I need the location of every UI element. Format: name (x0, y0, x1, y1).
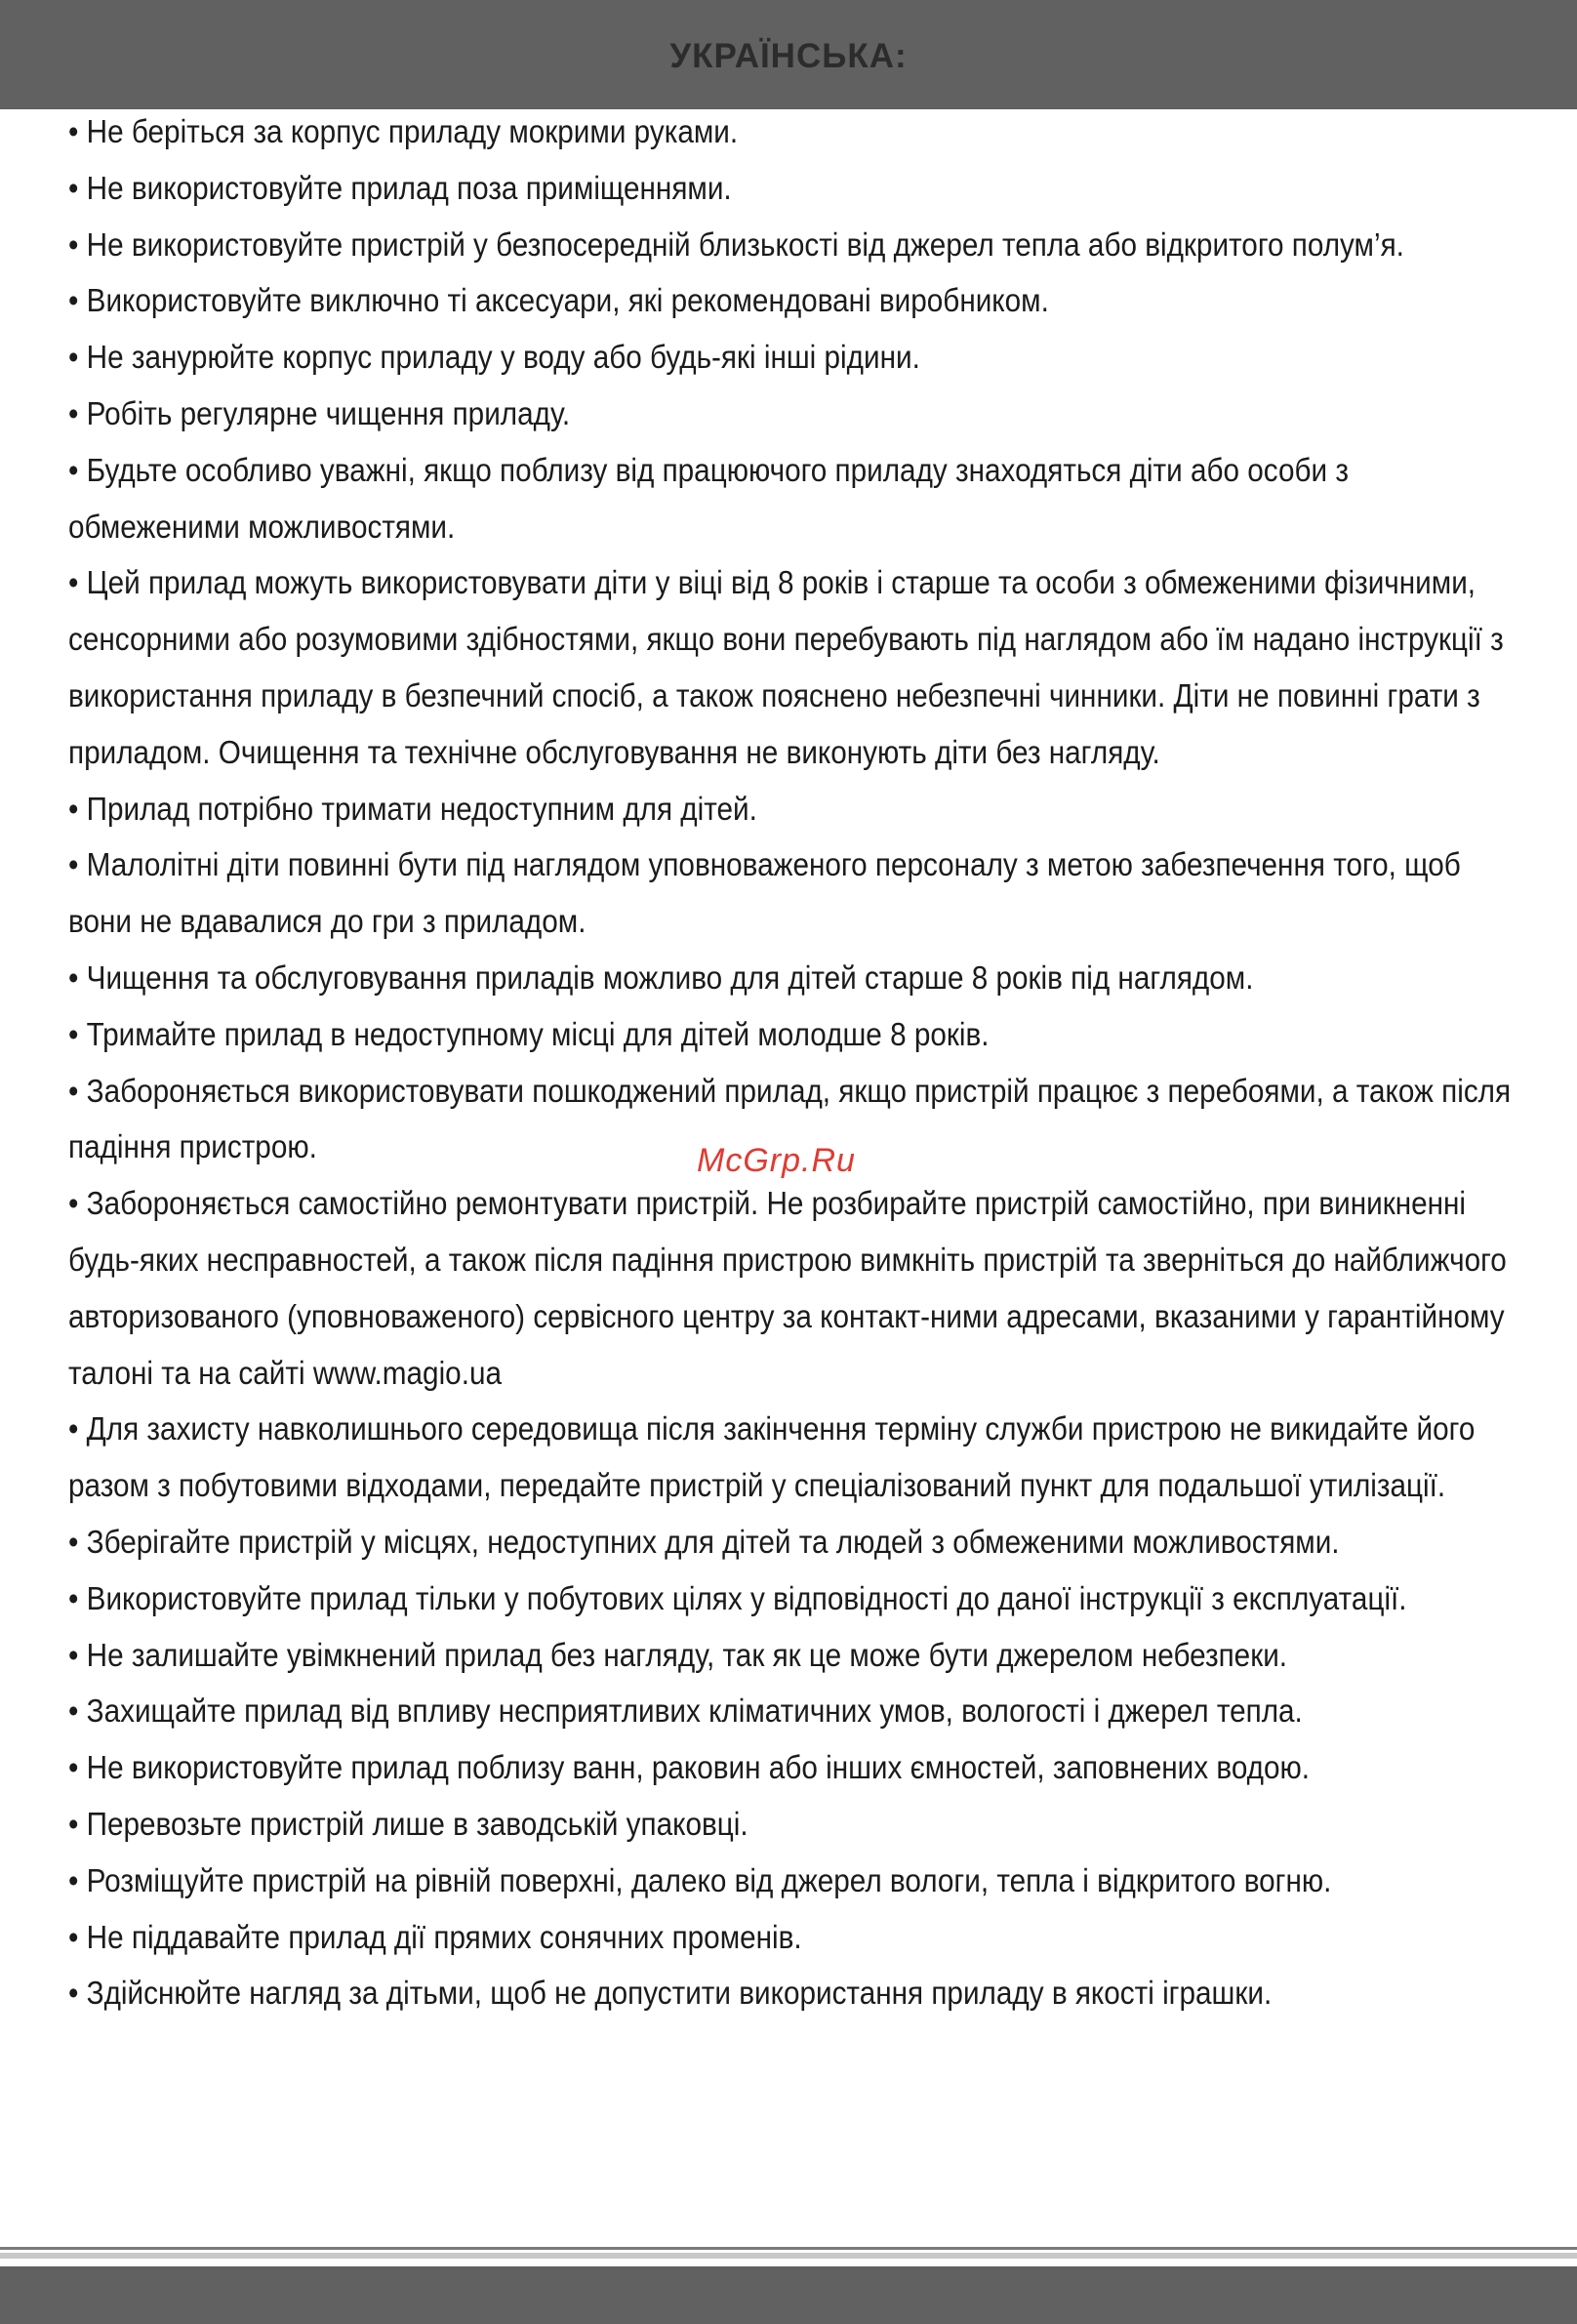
list-item: • Забороняється самостійно ремонтувати пристрій. Не розбирайте пристрій самостійно, при виникненні будь-яких несправностей, а також після падіння пристрою вимкніть пристрій та зверніться до найближчого авторизованого (уповноваженого) сервісного центру за контакт-ними адресами, вказаними у гарантійному талоні та на сайті www.magio.ua (68, 1185, 1507, 1391)
list-item: • Розміщуйте пристрій на рівній поверхні, далеко від джерел вологи, тепла і відкритого вогню. (68, 1861, 1332, 1898)
list-item: • Малолітні діти повинні бути під наглядом уповноваженого персоналу з метою забезпечення того, щоб вони не вдавалися до гри з приладом. (68, 846, 1461, 940)
footer-bar (0, 2266, 1577, 2324)
list-item: • Не використовуйте пристрій у безпосередній близькості від джерел тепла або відкритого полум’я. (68, 225, 1404, 263)
list-item: • Використовуйте виключно ті аксесуари, які рекомендовані виробником. (68, 282, 1049, 319)
list-item: • Чищення та обслуговування приладів можливо для дітей старше 8 років під наглядом. (68, 958, 1254, 996)
list-item: • Цей прилад можуть використовувати діти у віці від 8 років і старше та особи з обмеженими фізичними, сенсорними або розумовими здібностями, якщо вони перебувають під наглядом або їм надано інструкції з використання приладу в безпечний спосіб, а також пояснено небезпечні чинники. Діти не повинні грати з приладом. Очищення та технічне обслуговування не виконують діти без нагляду. (68, 564, 1504, 770)
list-item: • Тримайте прилад в недоступному місці для дітей молодше 8 років. (68, 1015, 990, 1052)
watermark: McGrp.Ru (697, 1142, 856, 1179)
page-title: УКРАЇНСЬКА: (669, 37, 908, 75)
list-item: • Не використовуйте прилад поза приміщеннями. (68, 169, 732, 206)
list-item: • Перевозьте пристрій лише в заводській упаковці. (68, 1805, 748, 1842)
list-item: • Не залишайте увімкнений прилад без нагляду, так як це може бути джерелом небезпеки. (68, 1636, 1288, 1673)
footer-divider (0, 2247, 1577, 2250)
list-item: • Будьте особливо уважні, якщо поблизу від працюючого приладу знаходяться діти або особи з обмеженими можливостями. (68, 451, 1349, 545)
instructions-list (68, 103, 1513, 2021)
list-item: • Зберігайте пристрій у місцях, недоступних для дітей та людей з обмеженими можливостями. (68, 1523, 1340, 1560)
list-item: • Не занурюйте корпус приладу у воду або будь-які інші рідини. (68, 339, 920, 376)
footer-divider-light (0, 2253, 1577, 2259)
list-item: • Забороняється використовувати пошкоджений прилад, якщо пристрій працює з перебоями, а також після падіння пристрою. (68, 1072, 1512, 1165)
list-item: • Здійснюйте нагляд за дітьми, щоб не допустити використання приладу в якості іграшки. (68, 1975, 1273, 2012)
list-item: • Не беріться за корпус приладу мокрими руками. (68, 113, 739, 149)
list-item: • Захищайте прилад від впливу несприятливих кліматичних умов, вологості і джерел тепла. (68, 1692, 1303, 1730)
list-item: • Прилад потрібно тримати недоступним для дітей. (68, 790, 757, 827)
list-item: • Не використовуйте прилад поблизу ванн, раковин або інших ємностей, заповнених водою. (68, 1749, 1311, 1786)
list-item: • Робіть регулярне чищення приладу. (68, 394, 571, 431)
list-item: • Використовуйте прилад тільки у побутових цілях у відповідності до даної інструкції з експлуатації. (68, 1579, 1407, 1616)
list-item: • Не піддавайте прилад дії прямих сонячних променів. (68, 1918, 802, 1955)
list-item: • Для захисту навколишнього середовища після закінчення терміну служби пристрою не викидайте його разом з побутовими відходами, передайте пристрій у спеціалізований пункт для подальшої утилізації. (68, 1410, 1476, 1504)
